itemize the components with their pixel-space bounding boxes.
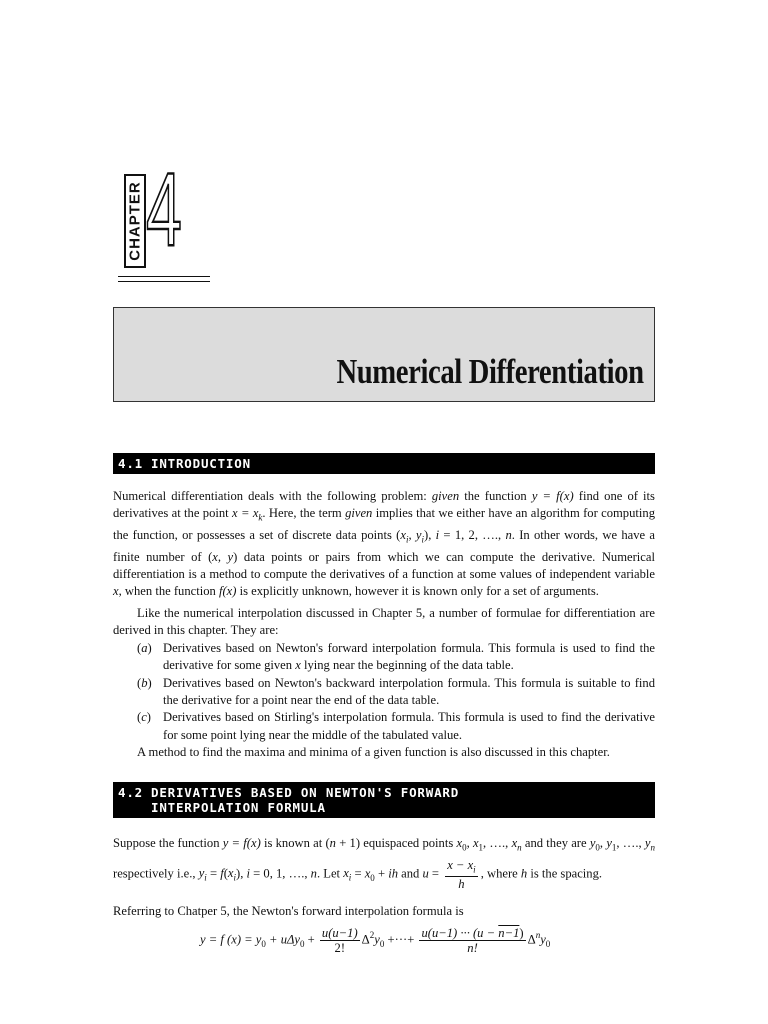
chapter-title: Numerical Differentiation [336,352,644,391]
chapter-word: CHAPTER [126,181,144,261]
chapter-mark [120,152,215,285]
formula-fraction-2: $\frac{u(u-1) \cdot\cdot\cdot (u - n-1)}{n!}$ [421,926,524,955]
section-title: INTRODUCTION [151,456,251,471]
newton-forward-formula: y = f $(x) = y_0 + u\Delta y_0$ + $\frac{u(u-1)}{2!}$ $\Delta^2y_0$ +···+ $\frac{u(u-1) \cdot\cdot\cdot (u - n-1)}{n!}$ $\Delta^ny_0$ [200,926,551,955]
chapter-rule-bottom [118,281,210,282]
list-item: (a) Derivatives based on Newton's forward interpolation formula. This formula is used to find the derivative for some given x lying near the beginning of the data table. [137,640,655,672]
section-header-introduction [113,453,655,474]
introduction-body [113,488,655,762]
section-title-line-2: INTERPOLATION FORMULA [151,800,326,815]
u-fraction: $\frac{x - x_i}{h}$ [447,857,476,892]
formula-list [113,640,655,744]
section-number: 4.2 [118,785,143,800]
newton-paragraph-1: Suppose the function y = f(x) is known at (n + 1) equispaced points $x_0$, $x_1$, …., $x_n$ and they are $y_0$, $y_1$, …., $y_n$ respectively i.e., $y_i = f(x_i)$, i = 0, 1, …., n. Let $x_i = x_0$ + ih and u = $\frac{x - x_i}{h}$ , where h is the spacing. [113,836,656,892]
list-item: (c) Derivatives based on Stirling's interpolation formula. This formula is used to find the derivative for some point lying near the middle of the tabulated value. [137,710,655,742]
intro-paragraph-2: Like the numerical interpolation discussed in Chapter 5, a number of formulae for differentiation are derived in this chapter. They are: [113,606,655,638]
list-item: (b) Derivatives based on Newton's backward interpolation formula. This formula is suitable to find the derivative for a point near the end of the data table. [137,675,655,707]
section-number: 4.1 [118,456,143,471]
newton-paragraph-2: Referring to Chatper 5, the Newton's forward interpolation formula is [113,904,464,919]
intro-paragraph-1: Numerical differentiation deals with the following problem: given the function y = f(x) find one of its derivatives at the point $x = x_k$. Here, the term given implies that we either have an algorithm for computing the function, or possesses a set of discrete data points ($x_i$, $y_i$), i = 1, 2, …., n. In other words, we have a finite number of (x, y) data points or pairs from which we can compute the derivative. Numerical differentiation is a method to compute the derivatives of a function at some values of independent variable x, when the function f(x) is explicitly unknown, however it is known only for a set of arguments. [113,489,655,599]
section-header-newton-forward [113,782,655,818]
chapter-number: 4 [146,152,182,268]
newton-body [113,834,655,920]
chapter-title-box [113,307,655,402]
chapter-rule-top [118,276,210,277]
formula-fraction-1: $\frac{u(u-1)}{2!}$ [321,926,358,955]
section-title-line-1: DERIVATIVES BASED ON NEWTON'S FORWARD [151,785,460,800]
intro-paragraph-3: A method to find the maxima and minima of a given function is also discussed in this chapter. [137,745,610,760]
